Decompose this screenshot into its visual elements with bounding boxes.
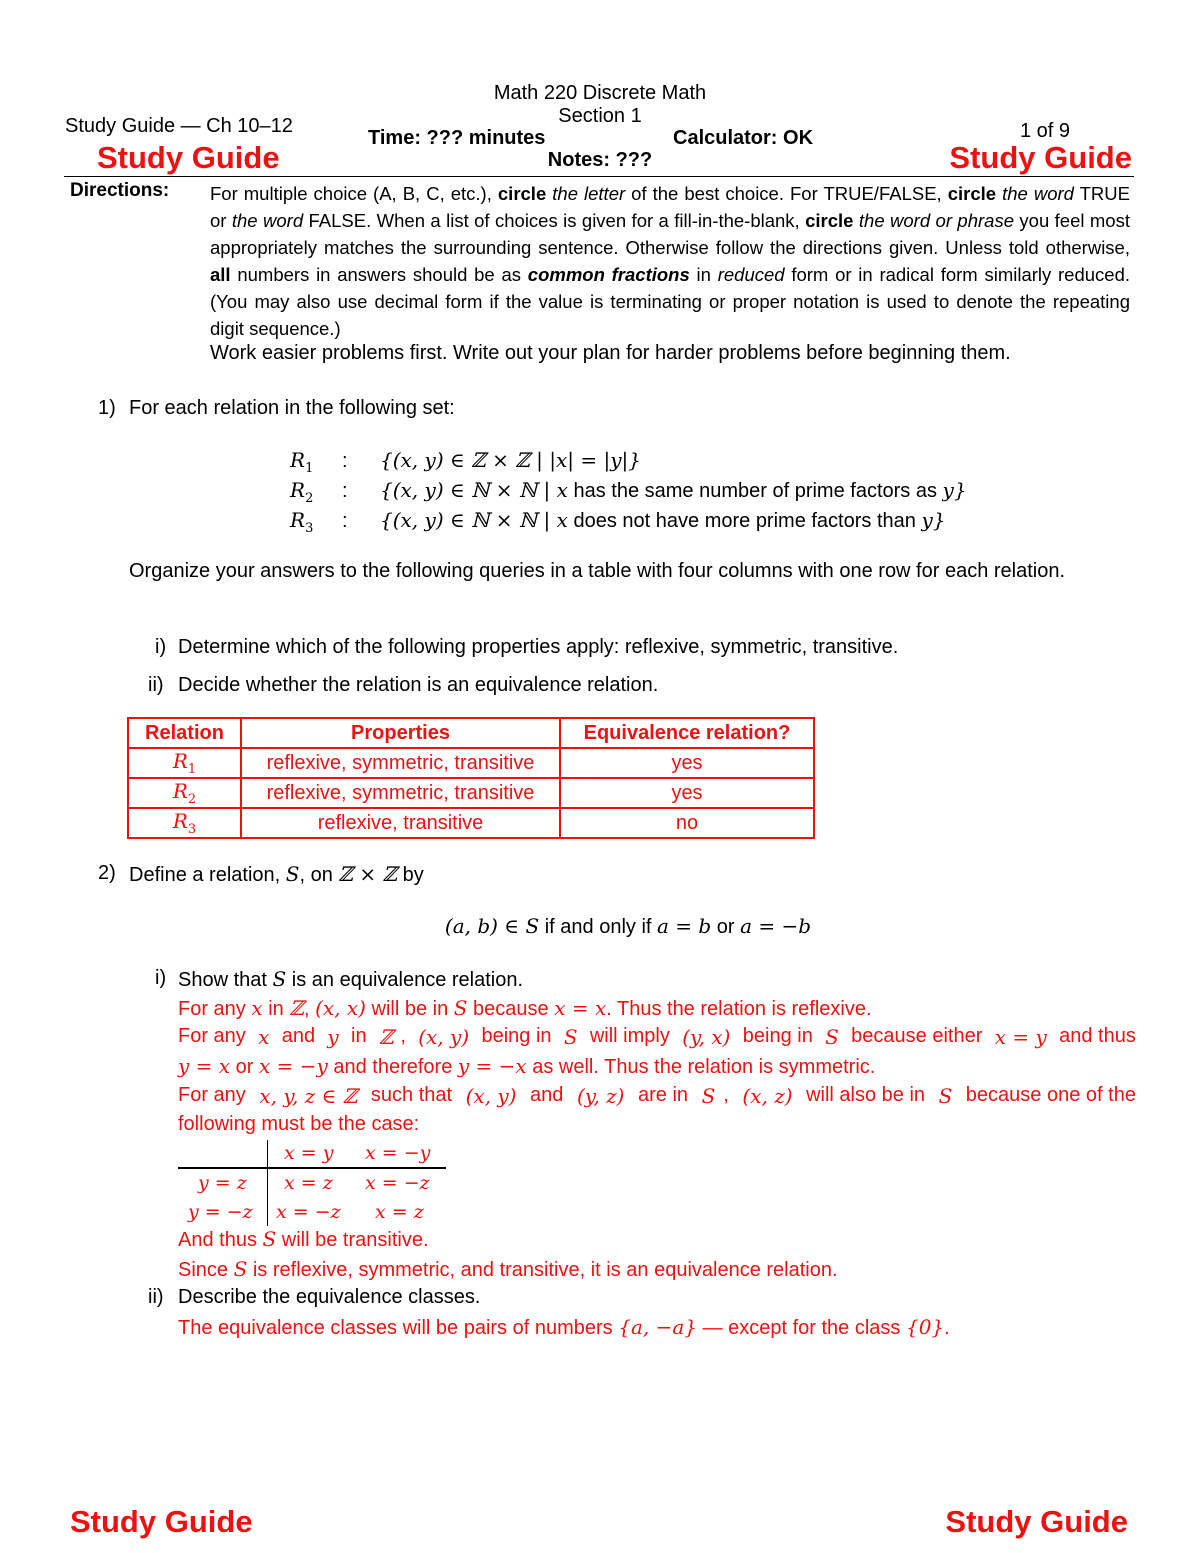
course-title: Math 220 Discrete Math (493, 82, 707, 104)
text-fragment: and (524, 1084, 569, 1106)
cell-relation: $R_2$ (128, 778, 241, 808)
cell-relation: $R_1$ (128, 748, 241, 778)
text-fragment: because (467, 998, 555, 1020)
math-fragment: S (453, 996, 468, 1020)
answer-equivalence-conclusion: Since S is reflexive, symmetric, and transitive, it is an equivalence relation. (178, 1257, 838, 1281)
directions-text: For multiple choice (A, B, C, etc.), circle the letter of the best choice. For TRUE/FALSE, circle the word TRUE or the word FALSE. When a list of choices is given for a fill-in-the-blank, circle the word or phrase you feel most appropriately matches the surrounding sentence. Otherwise follow the directions given. Unless told otherwise, all numbers in answers should be as common fractions in reduced form or in radical form similarly reduced. (You may also use decimal form if the value is terminating or proper notation is used to denote the repeating digit sequence.) (210, 183, 1131, 339)
case-table-vline (267, 1140, 268, 1226)
q1-part-ii-text: Decide whether the relation is an equivalence relation. (178, 674, 659, 696)
case-cell: x = z (375, 1201, 424, 1223)
case-cell: x = z (284, 1172, 333, 1194)
case-row-header: y = −z (188, 1201, 253, 1223)
text-fragment: , (303, 998, 316, 1020)
table-row (128, 808, 814, 838)
q1-part-i-number: i) (155, 636, 167, 658)
answer-transitive-2: following must be the case: (178, 1113, 420, 1135)
relation-s-definition: (a, b) ∈ S if and only if a = b or a = −b (444, 914, 812, 938)
study-guide-banner-top-right: Study Guide (949, 140, 1132, 175)
math-fragment: S (563, 1025, 578, 1049)
text-fragment: will also be in (800, 1084, 931, 1106)
col-header-properties: Properties (241, 718, 560, 748)
text-fragment: in (345, 1025, 373, 1047)
q2-part-i-question: Show that S is an equivalence relation. (178, 967, 524, 991)
math-fragment: x, y, z ∈ ℤ (259, 1084, 358, 1108)
text-fragment: , (723, 1084, 735, 1106)
math-fragment: x = −y (258, 1054, 328, 1078)
math-fragment: x = y (994, 1025, 1047, 1049)
cell-properties: reflexive, symmetric, transitive (241, 778, 560, 808)
directions-work-plan: Work easier problems first. Write out your plan for harder problems before beginning them. (210, 342, 1011, 364)
relation-r3: $R_3$ : {(x, y) ∈ ℕ × ℕ | x does not have more prime factors than y} (290, 508, 946, 536)
q1-part-i-text: Determine which of the following properties apply: reflexive, symmetric, transitive. (178, 636, 899, 658)
text-fragment: will imply (584, 1025, 676, 1047)
math-fragment: x (258, 1025, 270, 1049)
header-rule (64, 176, 1134, 177)
answer-table (127, 717, 815, 839)
math-fragment: S (938, 1084, 953, 1108)
math-fragment: S (701, 1084, 716, 1108)
answer-transitive-conclusion: And thus S will be transitive. (178, 1227, 429, 1251)
math-fragment: (x, y) (465, 1084, 517, 1108)
q2-part-ii-number: ii) (148, 1286, 164, 1308)
answer-symmetric-2 (178, 1054, 875, 1079)
cell-equivalence: yes (560, 778, 814, 808)
text-fragment: and therefore (327, 1056, 458, 1078)
question-1-number: 1) (98, 397, 116, 419)
math-fragment: y = x (178, 1054, 231, 1078)
case-table-hline (178, 1167, 446, 1169)
col-header-relation: Relation (128, 718, 241, 748)
study-guide-banner-bottom-left: Study Guide (70, 1504, 253, 1539)
calculator-label: Calculator: OK (673, 127, 814, 149)
case-row-header: y = z (198, 1172, 247, 1194)
study-guide-banner-bottom-right: Study Guide (945, 1504, 1128, 1539)
math-fragment: ℤ (378, 1025, 394, 1049)
cell-equivalence: yes (560, 748, 814, 778)
math-fragment: y (327, 1025, 339, 1049)
text-fragment: because either (845, 1025, 988, 1047)
text-fragment: , (400, 1025, 412, 1047)
q2-part-i-number: i) (155, 967, 167, 989)
case-cell: x = −z (365, 1172, 430, 1194)
case-cell: x = −z (276, 1201, 341, 1223)
math-fragment: (x, x) (315, 996, 366, 1020)
answer-transitive-1 (178, 1084, 1136, 1108)
page-number: 1 of 9 (1019, 120, 1070, 142)
section-label: Section 1 (558, 105, 642, 127)
answer-equivalence-classes: The equivalence classes will be pairs of numbers {a, −a} — except for the class {0}. (178, 1315, 950, 1339)
math-fragment: (x, y) (418, 1025, 470, 1049)
math-fragment: (x, z) (742, 1084, 793, 1108)
relation-r1: $R_1$ : {(x, y) ∈ ℤ × ℤ | |x| = |y|} (290, 448, 641, 476)
cell-relation: $R_3$ (128, 808, 241, 838)
case-table (178, 1140, 446, 1226)
text-fragment: are in (632, 1084, 694, 1106)
cell-equivalence: no (560, 808, 814, 838)
math-fragment: y = −x (457, 1054, 527, 1078)
text-fragment: such that (365, 1084, 458, 1106)
table-row (128, 778, 814, 808)
directions-label: Directions: (70, 180, 170, 201)
col-header-equivalence: Equivalence relation? (560, 718, 814, 748)
guide-chapters: Study Guide — Ch 10–12 (65, 115, 293, 137)
question-2-intro: Define a relation, S, on ℤ × ℤ by (129, 862, 424, 886)
text-fragment: because one of the (960, 1084, 1136, 1106)
math-fragment: x = x (554, 996, 607, 1020)
table-row (128, 748, 814, 778)
text-fragment: For any (178, 1025, 252, 1047)
text-fragment: will be in (365, 998, 454, 1020)
text-fragment: and thus (1053, 1025, 1136, 1047)
case-col-header: x = −y (365, 1142, 431, 1164)
math-fragment: x (251, 996, 263, 1020)
text-fragment: For any (178, 1084, 252, 1106)
case-col-header: x = y (284, 1142, 334, 1164)
q2-part-ii-question: Describe the equivalence classes. (178, 1286, 481, 1308)
time-label: Time: ??? minutes (368, 127, 546, 149)
answer-symmetric-1 (178, 1025, 1136, 1049)
text-fragment: being in (475, 1025, 558, 1047)
relation-r2: $R_2$ : {(x, y) ∈ ℕ × ℕ | x has the same number of prime factors as y} (290, 478, 967, 506)
study-guide-banner-top-left: Study Guide (97, 140, 280, 175)
question-2-number: 2) (98, 862, 116, 884)
text-fragment: or (230, 1056, 259, 1078)
cell-properties: reflexive, symmetric, transitive (241, 748, 560, 778)
text-fragment: . Thus the relation is reflexive. (606, 998, 872, 1020)
organize-instructions: Organize your answers to the following queries in a table with four columns with one row for each relation. (129, 560, 1066, 582)
text-fragment: and (276, 1025, 321, 1047)
q1-part-ii-number: ii) (148, 674, 164, 696)
math-fragment: (y, z) (576, 1084, 625, 1108)
answer-table-header-row (128, 718, 814, 748)
math-fragment: (y, x) (682, 1025, 731, 1049)
text-fragment: For any (178, 998, 252, 1020)
answer-reflexive (178, 996, 872, 1021)
text-fragment: as well. Thus the relation is symmetric. (526, 1056, 876, 1078)
question-1-intro: For each relation in the following set: (129, 397, 455, 419)
text-fragment: being in (737, 1025, 819, 1047)
notes-label: Notes: ??? (547, 149, 653, 171)
cell-properties: reflexive, transitive (241, 808, 560, 838)
math-fragment: ℤ (289, 996, 304, 1020)
text-fragment: in (262, 998, 290, 1020)
math-fragment: S (825, 1025, 839, 1049)
